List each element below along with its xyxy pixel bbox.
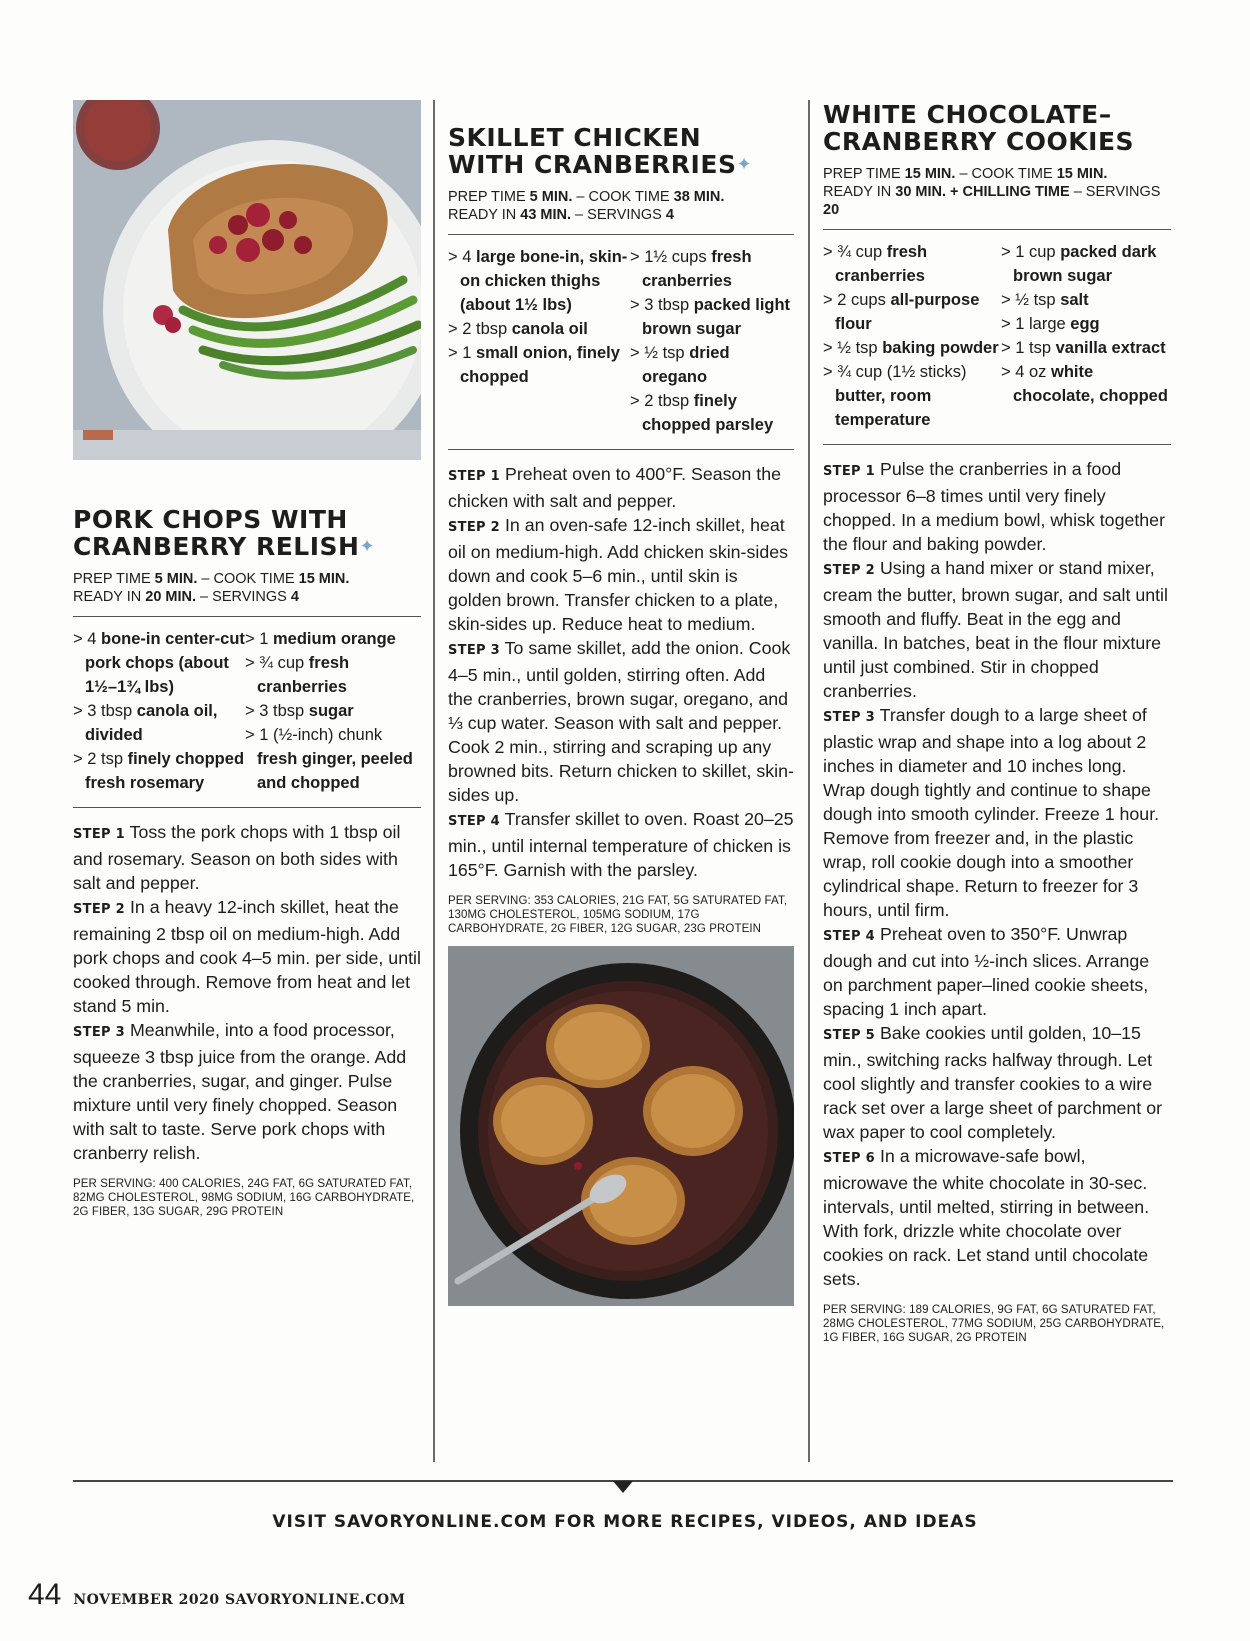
ingredient-item: > 1 cup packed dark brown sugar — [1001, 243, 1157, 285]
step: STEP 3 Meanwhile, into a food processor, squeeze 3 tbsp juice from the orange. Add the cranberries, sugar, and ginger. Pulse mixture until very finely chopped. Season with salt to taste. Serve pork chops with cranberry relish. — [73, 1020, 407, 1163]
pork-chop-photo — [73, 100, 421, 460]
recipe-cookies — [823, 101, 1171, 1345]
recipe-meta: PREP TIME 15 MIN. – COOK TIME 15 MIN. READY IN 30 MIN. + CHILLING TIME – SERVINGS 20 — [823, 165, 1171, 230]
sparkle-figure-icon: ✦ — [736, 154, 753, 175]
skillet-chicken-photo — [448, 946, 794, 1306]
page-folio — [28, 1578, 406, 1612]
ingredient-item: > 4 oz white chocolate, chopped — [1001, 363, 1168, 405]
footer-cta: VISIT SAVORYONLINE.COM FOR MORE RECIPES, VIDEOS, AND IDEAS — [272, 1512, 978, 1532]
ingredient-item: > 2 tsp finely chopped fresh rosemary — [73, 750, 245, 792]
ingredient-item: > 1 tsp vanilla extract — [1001, 339, 1166, 357]
ingredient-item: > ¾ cup fresh cranberries — [245, 654, 350, 696]
ingredient-item: > 2 tbsp finely chopped parsley — [630, 392, 774, 434]
ingredient-item: > 4 large bone-in, skin-on chicken thighs (about 1½ lbs) — [448, 248, 628, 314]
step: STEP 2 In an oven-safe 12-inch skillet, heat oil on medium-high. Add chicken skin-sides down and cook 5–6 min., until skin is golden brown. Transfer chicken to a plate, skin-sides up. Reduce heat to medium. — [448, 515, 788, 634]
step: STEP 1 Preheat oven to 400°F. Season the chicken with salt and pepper. — [448, 464, 781, 511]
ingredient-list — [823, 230, 1171, 445]
issue-line: NOVEMBER 2020 SAVORYONLINE.COM — [73, 1592, 406, 1608]
step: STEP 2 Using a hand mixer or stand mixer, cream the butter, brown sugar, and salt until smooth and fluffy. Beat in the egg and vanilla. In batches, beat in the flour mixture until just combined. Stir in chopped cranberries. — [823, 558, 1168, 701]
step: STEP 3 To same skillet, add the onion. Cook 4–5 min., until golden, stirring often. Add the cranberries, brown sugar, oregano, and ⅓ cup water. Season with salt and pepper. Cook 2 min., stirring and scraping up any browned bits. Return chicken to skillet, skin-sides up. — [448, 638, 794, 805]
recipe-title: PORK CHOPS WITH CRANBERRY RELISH✦ — [73, 505, 376, 561]
ingredient-item: > 1 (½-inch) chunk fresh ginger, peeled and chopped — [245, 726, 413, 792]
ingredient-item: > 3 tbsp packed light brown sugar — [630, 296, 791, 338]
step: STEP 1 Toss the pork chops with 1 tbsp oil and rosemary. Season on both sides with salt and pepper. — [73, 822, 401, 893]
step: STEP 4 Transfer skillet to oven. Roast 20–25 min., until internal temperature of chicken is 165°F. Garnish with the parsley. — [448, 809, 794, 880]
ingredient-item: > 3 tbsp sugar — [245, 702, 354, 720]
ingredient-item: > 2 tbsp canola oil — [448, 320, 588, 338]
ingredient-item: > 1 large egg — [1001, 315, 1100, 333]
ingredient-list — [448, 235, 794, 450]
recipe-chicken — [448, 124, 794, 1306]
recipe-steps — [448, 462, 794, 882]
nutrition-info: PER SERVING: 400 CALORIES, 24G FAT, 6G SATURATED FAT, 82MG CHOLESTEROL, 98MG SODIUM, 16G CARBOHYDRATE, 2G FIBER, 13G SUGAR, 29G PROTEIN — [73, 1178, 415, 1218]
step: STEP 5 Bake cookies until golden, 10–15 min., switching racks halfway through. Let cool slightly and transfer cookies to a wire rack set over a large sheet of parchment or wax paper to cool completely. — [823, 1023, 1162, 1142]
ingredient-item: > 4 bone-in center-cut pork chops (about 1½–1¾ lbs) — [73, 630, 245, 696]
column-divider — [808, 100, 810, 1462]
step: STEP 2 In a heavy 12-inch skillet, heat the remaining 2 tbsp oil on medium-high. Add pork chops and cook 4–5 min. per side, until cooked through. Remove from heat and let stand 5 min. — [73, 897, 421, 1016]
nutrition-info: PER SERVING: 189 CALORIES, 9G FAT, 6G SATURATED FAT, 28MG CHOLESTEROL, 77MG SODIUM, 25G CARBOHYDRATE, 1G FIBER, 16G SUGAR, 2G PROTEIN — [823, 1304, 1165, 1344]
ingredient-item: > ½ tsp salt — [1001, 291, 1089, 309]
page-number: 44 — [28, 1578, 62, 1611]
ingredient-item: > 1 medium orange — [245, 630, 396, 648]
column-divider — [433, 100, 435, 1462]
nutrition-info: PER SERVING: 353 CALORIES, 21G FAT, 5G SATURATED FAT, 130MG CHOLESTEROL, 105MG SODIUM, 17G CARBOHYDRATE, 2G FIBER, 12G SUGAR, 23G PROTEIN — [448, 895, 788, 935]
ingredient-list — [73, 617, 421, 808]
recipe-title: WHITE CHOCOLATE– CRANBERRY COOKIES — [823, 100, 1135, 156]
step: STEP 6 In a microwave-safe bowl, microwave the white chocolate in 30-sec. intervals, until melted, stirring in between. With fork, drizzle white chocolate over cookies on rack. Let stand until chocolate sets. — [823, 1146, 1150, 1289]
ingredient-item: > ¾ cup (1½ sticks) butter, room temperature — [823, 363, 967, 429]
ingredient-item: > 1½ cups fresh cranberries — [630, 248, 752, 290]
ingredient-item: > ½ tsp baking powder — [823, 339, 999, 357]
footer-arrow-icon — [613, 1481, 633, 1493]
ingredient-item: > 3 tbsp canola oil, divided — [73, 702, 218, 744]
recipe-steps — [823, 457, 1171, 1291]
ingredient-item: > 1 small onion, finely chopped — [448, 344, 620, 386]
sparkle-figure-icon: ✦ — [359, 536, 376, 557]
step: STEP 3 Transfer dough to a large sheet of plastic wrap and shape into a log about 2 inches in diameter and 10 inches long. Wrap dough tightly and continue to shape dough into smooth cylinder. Freeze 1 hour. Remove from freezer and, in the plastic wrap, roll cookie dough into a smoother cylindrical shape. Return to freezer for 3 hours, until firm. — [823, 705, 1160, 920]
step: STEP 1 Pulse the cranberries in a food processor 6–8 times until very finely chopped. In a medium bowl, whisk together the flour and baking powder. — [823, 459, 1165, 554]
recipe-title: SKILLET CHICKEN WITH CRANBERRIES✦ — [448, 123, 753, 179]
recipe-meta: PREP TIME 5 MIN. – COOK TIME 15 MIN. READY IN 20 MIN. – SERVINGS 4 — [73, 570, 421, 617]
ingredient-item: > ½ tsp dried oregano — [630, 344, 730, 386]
ingredient-item: > 2 cups all-purpose flour — [823, 291, 980, 333]
recipe-pork — [73, 100, 421, 1219]
recipe-steps — [73, 820, 421, 1165]
recipe-meta: PREP TIME 5 MIN. – COOK TIME 38 MIN. READY IN 43 MIN. – SERVINGS 4 — [448, 188, 794, 235]
ingredient-item: > ¾ cup fresh cranberries — [823, 243, 928, 285]
step: STEP 4 Preheat oven to 350°F. Unwrap dough and cut into ½-inch slices. Arrange on parchment paper–lined cookie sheets, spacing 1 inch apart. — [823, 924, 1150, 1019]
